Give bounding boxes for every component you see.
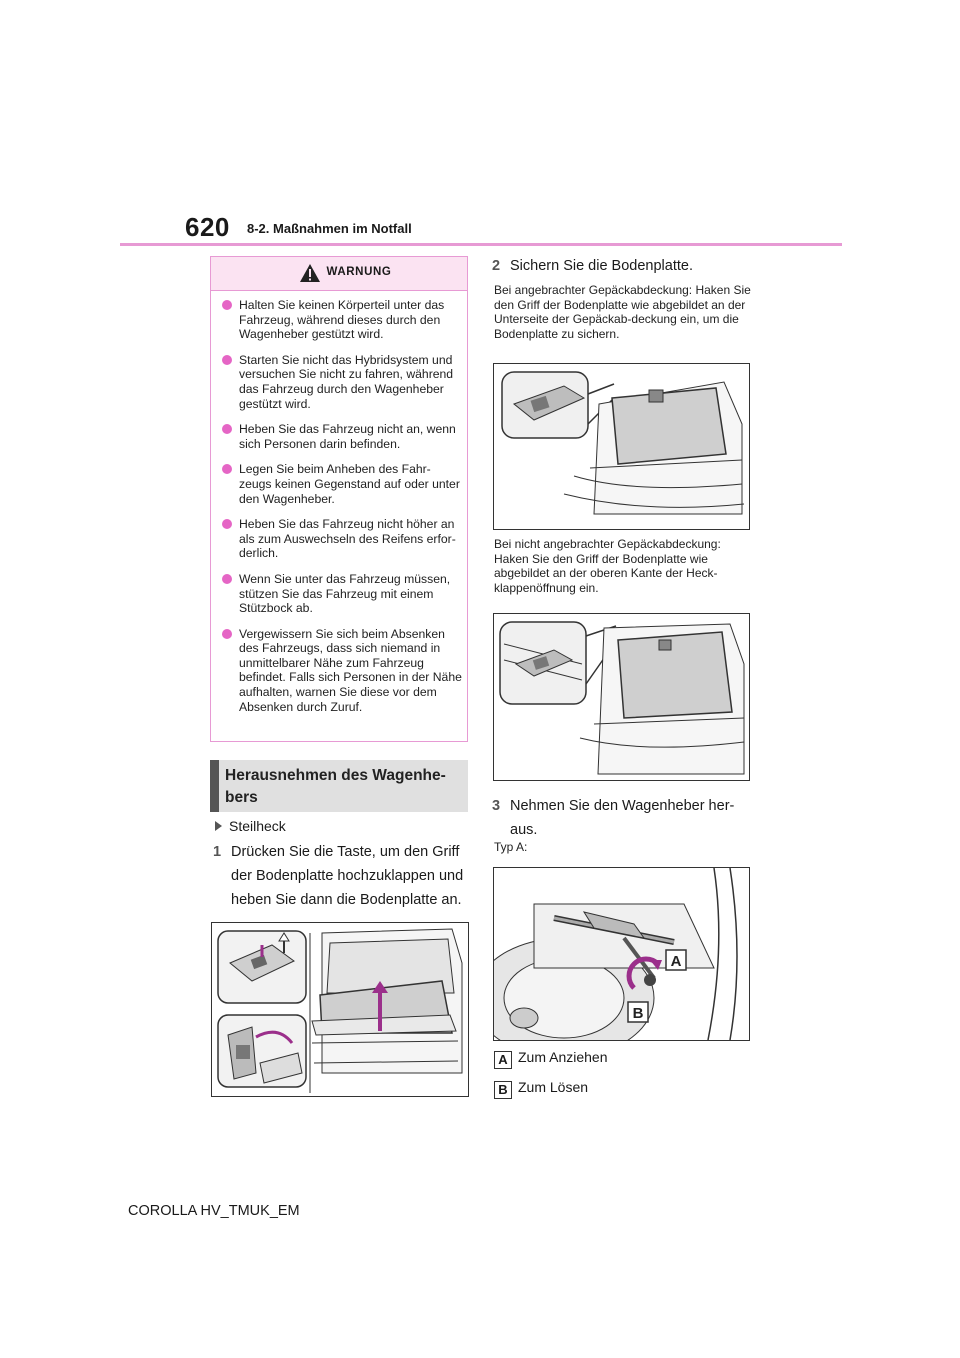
step-text: Sichern Sie die Bodenplatte. bbox=[510, 258, 693, 274]
document-id: COROLLA HV_TMUK_EM bbox=[128, 1203, 300, 1219]
step-number: 1 bbox=[213, 844, 222, 860]
legend-b-letter: B bbox=[494, 1081, 512, 1099]
bullet-icon bbox=[222, 519, 232, 529]
section-heading: Herausnehmen des Wagenhe-bers bbox=[225, 767, 446, 806]
hook-under-cover-illustration bbox=[494, 364, 749, 529]
note-with-cover: Bei angebrachter Gepäckabdeckung: Haken Sie den Griff der Bodenplatte wie abgebildet an der Unterseite der Gepäckab-deckung ein, um die Bodenplatte zu sichern. bbox=[494, 283, 751, 341]
warning-item: Vergewissern Sie sich beim Absenken des Fahrzeugs, dass sich niemand in unmittelbarer Nähe zum Fahrzeug befindet. Falls sich Personen in der Nähe aufhalten, warnen Sie diese vor dem Absenken durch Zuruf. bbox=[221, 627, 463, 715]
type-a-label: Typ A: bbox=[494, 840, 528, 854]
figure-label-a: A bbox=[670, 953, 682, 970]
section-heading-accent bbox=[210, 760, 219, 812]
note-without-cover: Bei nicht angebrachter Gepäckabdeckung: Haken Sie den Griff der Bodenplatte wie abgebildet an der oberen Kante der Heck-klappenöffnung ein. bbox=[494, 537, 721, 595]
warning-list bbox=[221, 298, 463, 725]
warning-item: Halten Sie keinen Körperteil unter das Fahrzeug, während dieses durch den Wagenheber gestützt wird. bbox=[221, 298, 463, 342]
bullet-icon bbox=[222, 424, 232, 434]
step-text: Drücken Sie die Taste, um den Griff der Bodenplatte hochzuklappen und heben Sie dann die Bodenplatte an. bbox=[231, 844, 464, 908]
bullet-icon bbox=[222, 300, 232, 310]
legend-b bbox=[494, 1079, 588, 1099]
triangle-bullet-icon bbox=[215, 821, 222, 831]
page-number: 620 bbox=[185, 212, 230, 242]
warning-item: Heben Sie das Fahrzeug nicht höher an als zum Auswechseln des Reifens erfor-derlich. bbox=[221, 517, 463, 561]
jack-illustration bbox=[494, 868, 749, 1040]
legend-b-text: Zum Lösen bbox=[518, 1079, 589, 1095]
bullet-icon bbox=[222, 464, 232, 474]
warning-item: Starten Sie nicht das Hybridsystem und versuchen Sie nicht zu fahren, während das Fahrzeug durch den Wagenheber gestützt wird. bbox=[221, 353, 463, 411]
header-rule bbox=[120, 243, 842, 246]
warning-item: Heben Sie das Fahrzeug nicht an, wenn sich Personen darin befinden. bbox=[221, 422, 463, 451]
figure-remove-jack bbox=[493, 867, 750, 1041]
warning-item: Legen Sie beim Anheben des Fahr-zeugs keinen Gegenstand auf oder unter den Wagenheber. bbox=[221, 462, 463, 506]
variant-label: Steilheck bbox=[229, 818, 286, 834]
warning-item: Wenn Sie unter das Fahrzeug müssen, stützen Sie das Fahrzeug mit einem Stützbock ab. bbox=[221, 572, 463, 616]
bullet-icon bbox=[222, 574, 232, 584]
step-3 bbox=[492, 794, 750, 842]
figure-floor-board-open bbox=[211, 922, 469, 1097]
step-2 bbox=[492, 254, 750, 278]
figure-with-cover bbox=[493, 363, 750, 530]
step-number: 2 bbox=[492, 258, 501, 274]
step-text: Nehmen Sie den Wagenheber her-aus. bbox=[510, 798, 735, 838]
figure-without-cover bbox=[493, 613, 750, 781]
figure-label-b: B bbox=[632, 1005, 644, 1022]
warning-box bbox=[210, 256, 468, 742]
section-title: 8-2. Maßnahmen im Notfall bbox=[247, 221, 412, 236]
bullet-icon bbox=[222, 355, 232, 365]
warning-title: WARNUNG bbox=[326, 266, 392, 278]
step-1 bbox=[213, 840, 468, 912]
bullet-icon bbox=[222, 629, 232, 639]
hook-on-edge-illustration bbox=[494, 614, 749, 780]
floor-board-illustration bbox=[212, 923, 468, 1096]
legend-a bbox=[494, 1049, 608, 1069]
legend-a-text: Zum Anziehen bbox=[518, 1049, 608, 1065]
variant-label-row bbox=[215, 818, 286, 834]
step-number: 3 bbox=[492, 798, 501, 814]
legend-a-letter: A bbox=[494, 1051, 512, 1069]
